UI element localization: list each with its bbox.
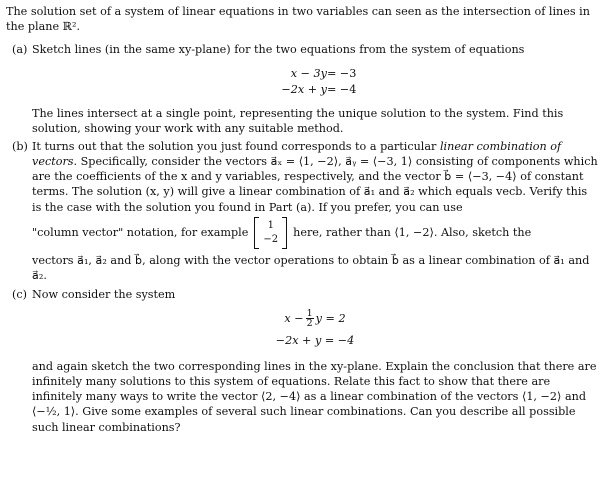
part-c-label: (c) [12, 288, 27, 302]
equation-lhs: x − 3y [290, 66, 327, 80]
column-vector [254, 217, 287, 249]
part-c [6, 287, 598, 435]
right-bracket-icon [282, 217, 287, 249]
part-c-followup: and again sketch the two corresponding lines in the xy-plane. Explain the conclusion that there are infinitely many solutions to this system of equations. Relate this fact to show that there are infinitely many ways to write the vector ⟨2, −4⟩ as a linear combination of the vectors ⟨1, −2⟩ and ⟨−½, 1⟩. Give some examples of several such linear combinations. Can you describe all possible such linear combinations? [32, 359, 597, 434]
part-b-text-1: It turns out that the solution you just found corresponds to a particular [32, 139, 437, 153]
part-c-equation-1 [32, 309, 598, 330]
intro-paragraph: The solution set of a system of linear equations in two variables can seen as the intersection of lines in the plane ℝ². [6, 5, 590, 34]
fraction-denominator: 2 [306, 318, 313, 330]
part-a-followup: The lines intersect at a single point, representing the unique solution to the system. Find this solution, showing your work with any suitable method. [32, 107, 564, 136]
part-c-body [32, 287, 598, 435]
part-a-equation-system [32, 66, 598, 98]
column-vector-line [32, 217, 598, 249]
part-b-body [32, 139, 598, 284]
fraction [306, 309, 314, 330]
part-b [6, 139, 598, 284]
equation-rhs: = −4 [327, 82, 357, 96]
part-c-text: Now consider the system [32, 288, 176, 302]
part-c-eq1-right: y = 2 [315, 312, 346, 326]
equation-row [255, 66, 375, 82]
column-vector-suffix: here, rather than ⟨1, −2⟩. Also, sketch the [293, 226, 532, 240]
column-vector-bottom: −2 [263, 233, 279, 245]
part-b-text-3: vectors a⃗₁, a⃗₂ and b⃗, along with the vector operations to obtain b⃗ as a linear combination of a⃗₁ and a⃗₂. [32, 253, 590, 283]
part-b-emphasis: linear combination of vectors [32, 139, 562, 168]
part-b-text-2: . Specifically, consider the vectors a⃗ₓ = ⟨1, −2⟩, a⃗ᵧ = ⟨−3, 1⟩ consisting of components which are the coefficients of the x and y variables, respectively, and the vector b⃗ = ⟨−3, −4⟩ of constant terms. The solution (x, y) will give a linear combination of a⃗₁ and a⃗₂ which equals vecb. Verify this is the case with the solution you found in Part (a). If you prefer, you can use [32, 154, 598, 214]
part-a-label: (a) [12, 43, 28, 57]
fraction-numerator: 1 [306, 307, 313, 319]
equation-lhs: −2x + y [281, 82, 327, 96]
part-a-body [32, 42, 598, 136]
part-c-equation-2: −2x + y = −4 [275, 334, 355, 348]
column-vector-top: 1 [267, 220, 274, 232]
part-c-eq1-left: x − [284, 312, 304, 326]
part-b-paragraph [32, 139, 598, 215]
column-vector-prefix: "column vector" notation, for example [32, 226, 249, 240]
equation-row [255, 82, 375, 98]
equation-rhs: = −3 [327, 66, 357, 80]
column-vector-entries [259, 219, 282, 246]
part-a-text: Sketch lines (in the same xy-plane) for the two equations from the system of equations [32, 43, 525, 57]
part-a [6, 42, 598, 136]
part-b-label: (b) [12, 139, 28, 153]
